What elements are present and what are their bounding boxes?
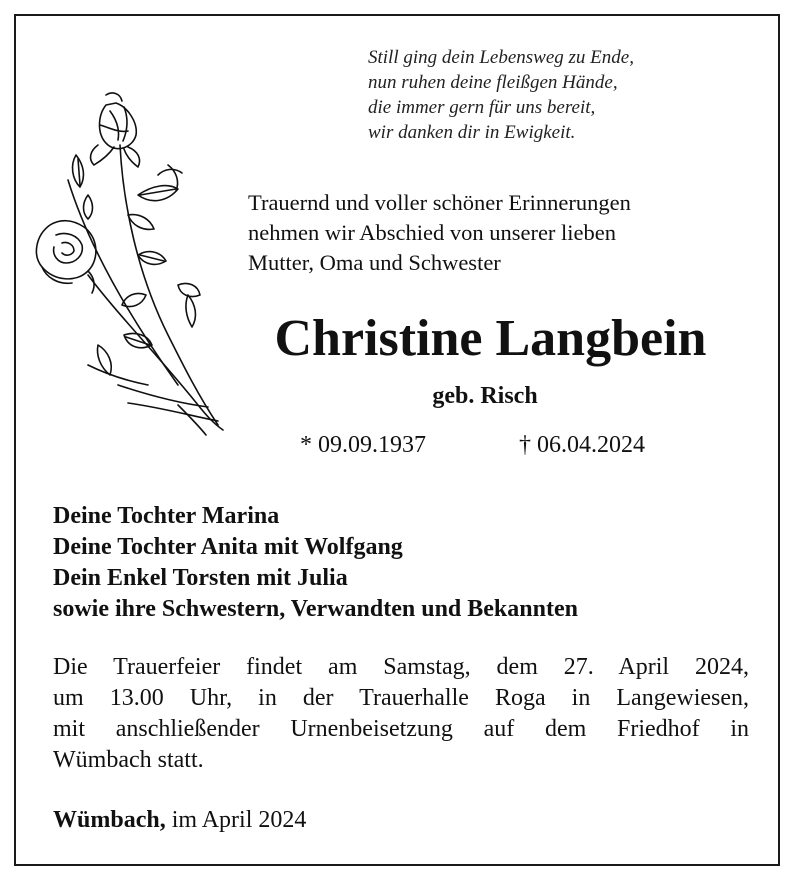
mourner-line: Deine Tochter Marina [53, 503, 280, 529]
poem-line: nun ruhen deine fleißgen Hände, [368, 72, 618, 93]
intro-line: nehmen wir Abschied von unserer lieben [248, 220, 617, 245]
deceased-name: Christine Langbein [274, 310, 707, 367]
mourner-line: Dein Enkel Torsten mit Julia [53, 565, 348, 591]
service-line: um 13.00 Uhr, in der Trauerhalle Roga in Langewiesen, [53, 685, 749, 711]
closing-date: im April 2024 [165, 807, 307, 833]
mourner-line: sowie ihre Schwestern, Verwandten und Bekannten [53, 596, 578, 622]
poem-line: die immer gern für uns bereit, [368, 97, 596, 118]
closing-place: Wümbach, [53, 807, 166, 833]
mourners-list [53, 501, 578, 625]
maiden-name: geb. Risch [432, 383, 538, 409]
funeral-service-info [53, 652, 749, 776]
poem-line: Still ging dein Lebensweg zu Ende, [368, 47, 634, 68]
rose-illustration-icon [28, 85, 233, 440]
memorial-poem [368, 45, 634, 145]
mourner-line: Deine Tochter Anita mit Wolfgang [53, 534, 403, 560]
service-line: mit anschließender Urnenbeisetzung auf dem Friedhof in [53, 716, 749, 742]
intro-line: Trauernd und voller schöner Erinnerungen [248, 190, 631, 215]
death-date: † 06.04.2024 [519, 432, 645, 458]
birth-date: * 09.09.1937 [300, 432, 426, 458]
intro-text [248, 188, 631, 278]
intro-line: Mutter, Oma und Schwester [248, 250, 501, 275]
service-line: Die Trauerfeier findet am Samstag, dem 27. April 2024, [53, 654, 749, 680]
place-and-date [53, 804, 306, 836]
service-line: Wümbach statt. [53, 747, 204, 773]
poem-line: wir danken dir in Ewigkeit. [368, 122, 576, 143]
